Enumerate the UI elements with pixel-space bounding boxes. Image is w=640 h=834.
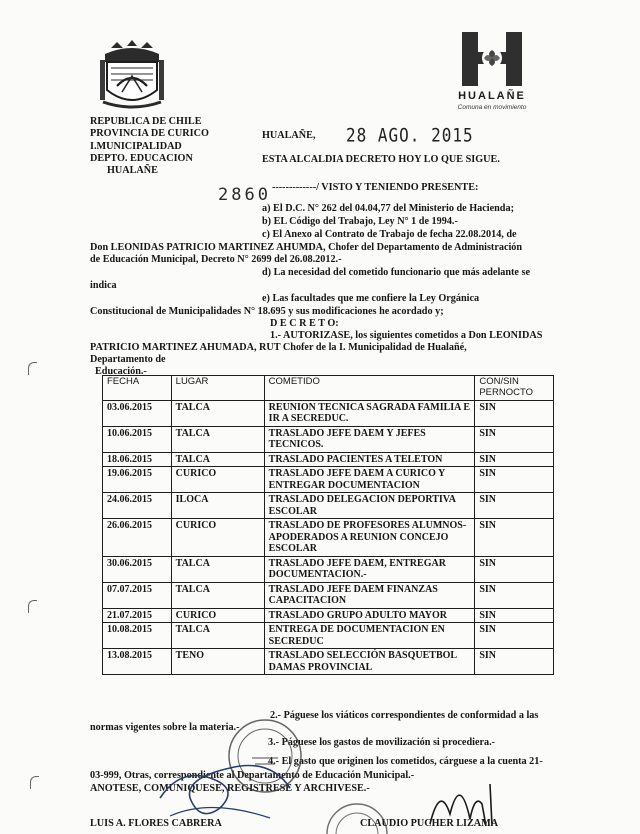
signature-right-icon: [420, 764, 520, 834]
place-label: HUALAÑE,: [262, 130, 316, 141]
cell-lugar: CURICO: [171, 467, 264, 493]
cell-cometido: TRASLADO JEFE DAEM Y JEFES TECNICOS.: [264, 426, 475, 452]
closing-p3: 3.- Páguese los gastos de movilización si procediera.-: [268, 737, 496, 748]
cell-lugar: ILOCA: [171, 493, 264, 519]
cell-cometido: TRASLADO JEFE DAEM, ENTREGAR DOCUMENTACION.-: [264, 556, 475, 582]
header-pernocto-line1: CON/SIN: [479, 376, 519, 387]
brand-name: HUALAÑE: [458, 90, 526, 102]
cell-fecha: 21.07.2015: [103, 608, 172, 623]
cell-pernocto: SIN: [475, 426, 554, 452]
decreto-p1-line3: Departamento de: [90, 354, 166, 365]
cell-cometido: REUNION TECNICA SAGRADA FAMILIA E IR A SECREDUC.: [264, 400, 475, 426]
org-line: HUALAÑE: [107, 165, 158, 176]
cell-cometido: TRASLADO PACIENTES A TELETON: [264, 452, 475, 467]
cell-lugar: TALCA: [171, 582, 264, 608]
cell-lugar: TALCA: [171, 400, 264, 426]
signatory-right: CLAUDIO PUCHER LIZAMA: [360, 818, 499, 829]
org-line: PROVINCIA DE CURICO: [90, 128, 209, 139]
cell-pernocto: SIN: [475, 556, 554, 582]
table-row: [103, 493, 554, 519]
cell-fecha: 30.06.2015: [103, 556, 172, 582]
cometidos-table: [102, 375, 554, 675]
decreto-p1-line2: PATRICIO MARTINEZ AHUMADA, RUT Chofer de la I. Municipalidad de Hualañé,: [90, 342, 467, 353]
cell-cometido: ENTREGA DE DOCUMENTACION EN SECREDUC: [264, 623, 475, 649]
org-line: DEPTO. EDUCACION: [90, 153, 193, 164]
table-row: [103, 467, 554, 493]
org-line: REPUBLICA DE CHILE: [90, 116, 202, 127]
header-cometido: COMETIDO: [264, 376, 475, 401]
table-row: [103, 426, 554, 452]
scan-mark: [28, 362, 37, 375]
cell-lugar: TALCA: [171, 452, 264, 467]
table-row: [103, 649, 554, 675]
cell-cometido: TRASLADO SELECCIÓN BASQUETBOL DAMAS PROVINCIAL: [264, 649, 475, 675]
table-row: [103, 582, 554, 608]
decreto-heading: D E C R E T O:: [270, 318, 339, 329]
cell-lugar: CURICO: [171, 608, 264, 623]
cell-cometido: TRASLADO DE PROFESORES ALUMNOS-APODERADOS A REUNION CONCEJO ESCOLAR: [264, 519, 475, 557]
table-row: [103, 519, 554, 557]
cell-lugar: TALCA: [171, 556, 264, 582]
signatory-left: LUIS A. FLORES CABRERA: [90, 818, 222, 829]
signature-left-icon: [150, 728, 300, 828]
table-row: [103, 556, 554, 582]
cell-lugar: TENO: [171, 649, 264, 675]
cell-cometido: TRASLADO GRUPO ADULTO MAYOR: [264, 608, 475, 623]
visto-e-line2: Constitucional de Municipalidades N° 18.695 y sus modificaciones he acordado y;: [90, 306, 444, 317]
brand-tagline: Comuna en movimiento: [457, 104, 527, 111]
h-letter-icon: [452, 30, 532, 88]
closing-p2-line2: normas vigentes sobre la materia.-: [90, 722, 240, 733]
decreto-p1-line1: 1.- AUTORIZASE, los siguientes cometidos a Don LEONIDAS: [270, 330, 543, 341]
cell-pernocto: SIN: [475, 452, 554, 467]
seal-stamp-right: [322, 794, 392, 834]
closing-p4-line1: 4.- El gasto que originen los cometidos, cárguese a la cuenta 21-: [268, 756, 543, 767]
cell-pernocto: SIN: [475, 400, 554, 426]
decreto-p1-line4: Educación.-: [95, 366, 147, 377]
header-lugar: LUGAR: [171, 376, 264, 401]
visto-c-line1: c) El Anexo al Contrato de Trabajo de fecha 22.08.2014, de: [262, 229, 517, 240]
visto-d-line2: indica: [90, 280, 117, 291]
cell-pernocto: SIN: [475, 582, 554, 608]
closing-p4-line2: 03-999, Otras, correspondiente al Departamento de Educación Municipal.-: [90, 770, 415, 781]
table-row: [103, 623, 554, 649]
table-header-row: [103, 376, 554, 401]
table-row: [103, 608, 554, 623]
cell-fecha: 13.08.2015: [103, 649, 172, 675]
decree-intro: ESTA ALCALDIA DECRETO HOY LO QUE SIGUE.: [262, 154, 500, 165]
cell-fecha: 03.06.2015: [103, 400, 172, 426]
cell-fecha: 07.07.2015: [103, 582, 172, 608]
visto-b: b) EL Código del Trabajo, Ley N° 1 de 1994.-: [262, 216, 458, 227]
table-row: [103, 452, 554, 467]
scan-mark: [30, 776, 39, 789]
header-pernocto: [475, 376, 554, 401]
visto-a: a) El D.C. N° 262 del 04.04,77 del Ministerio de Hacienda;: [262, 203, 514, 214]
cell-pernocto: SIN: [475, 467, 554, 493]
cell-cometido: TRASLADO JEFE DAEM FINANZAS CAPACITACION: [264, 582, 475, 608]
table-body: [103, 400, 554, 675]
cell-lugar: CURICO: [171, 519, 264, 557]
cell-fecha: 10.08.2015: [103, 623, 172, 649]
visto-heading: -------------/ VISTO Y TENIENDO PRESENTE:: [272, 182, 479, 193]
closing-p2-line1: 2.- Páguese los viáticos correspondientes de conformidad a las: [270, 710, 539, 721]
visto-c-line3: de Educación Municipal, Decreto N° 2699 del 26.08.2012.-: [90, 254, 342, 265]
cell-pernocto: SIN: [475, 519, 554, 557]
visto-c-line2: Don LEONIDAS PATRICIO MARTINEZ AHUMDA, Chofer del Departamento de Administración: [90, 242, 523, 253]
cell-fecha: 24.06.2015: [103, 493, 172, 519]
table-row: [103, 400, 554, 426]
municipal-crest-logo: [97, 40, 167, 112]
cell-cometido: TRASLADO JEFE DAEM A CURICO Y ENTREGAR DOCUMENTACION: [264, 467, 475, 493]
header-pernocto-line2: PERNOCTO: [479, 386, 533, 398]
cell-cometido: TRASLADO DELEGACION DEPORTIVA ESCOLAR: [264, 493, 475, 519]
decree-number-stamp: 2860: [218, 185, 271, 205]
visto-e-line1: e) Las facultades que me confiere la Ley Orgánica: [262, 293, 480, 304]
cell-fecha: 19.06.2015: [103, 467, 172, 493]
cell-lugar: TALCA: [171, 623, 264, 649]
cell-fecha: 18.06.2015: [103, 452, 172, 467]
cell-pernocto: SIN: [475, 623, 554, 649]
cell-pernocto: SIN: [475, 649, 554, 675]
cell-pernocto: SIN: [475, 493, 554, 519]
cell-fecha: 10.06.2015: [103, 426, 172, 452]
cell-lugar: TALCA: [171, 426, 264, 452]
header-fecha: FECHA: [103, 376, 172, 401]
org-line: I.MUNICIPALIDAD: [90, 141, 182, 152]
hualane-brand-logo: [452, 30, 532, 112]
cell-fecha: 26.06.2015: [103, 519, 172, 557]
scan-mark: [28, 600, 37, 613]
visto-d-line1: d) La necesidad del cometido funcionario que más adelante se: [262, 267, 530, 278]
handwritten-date-stamp: 28 AGO. 2015: [346, 124, 474, 147]
cell-pernocto: SIN: [475, 608, 554, 623]
anotese-line: ANOTESE, COMUNIQUESE, REGISTRESE Y ARCHIVESE.-: [90, 783, 370, 794]
